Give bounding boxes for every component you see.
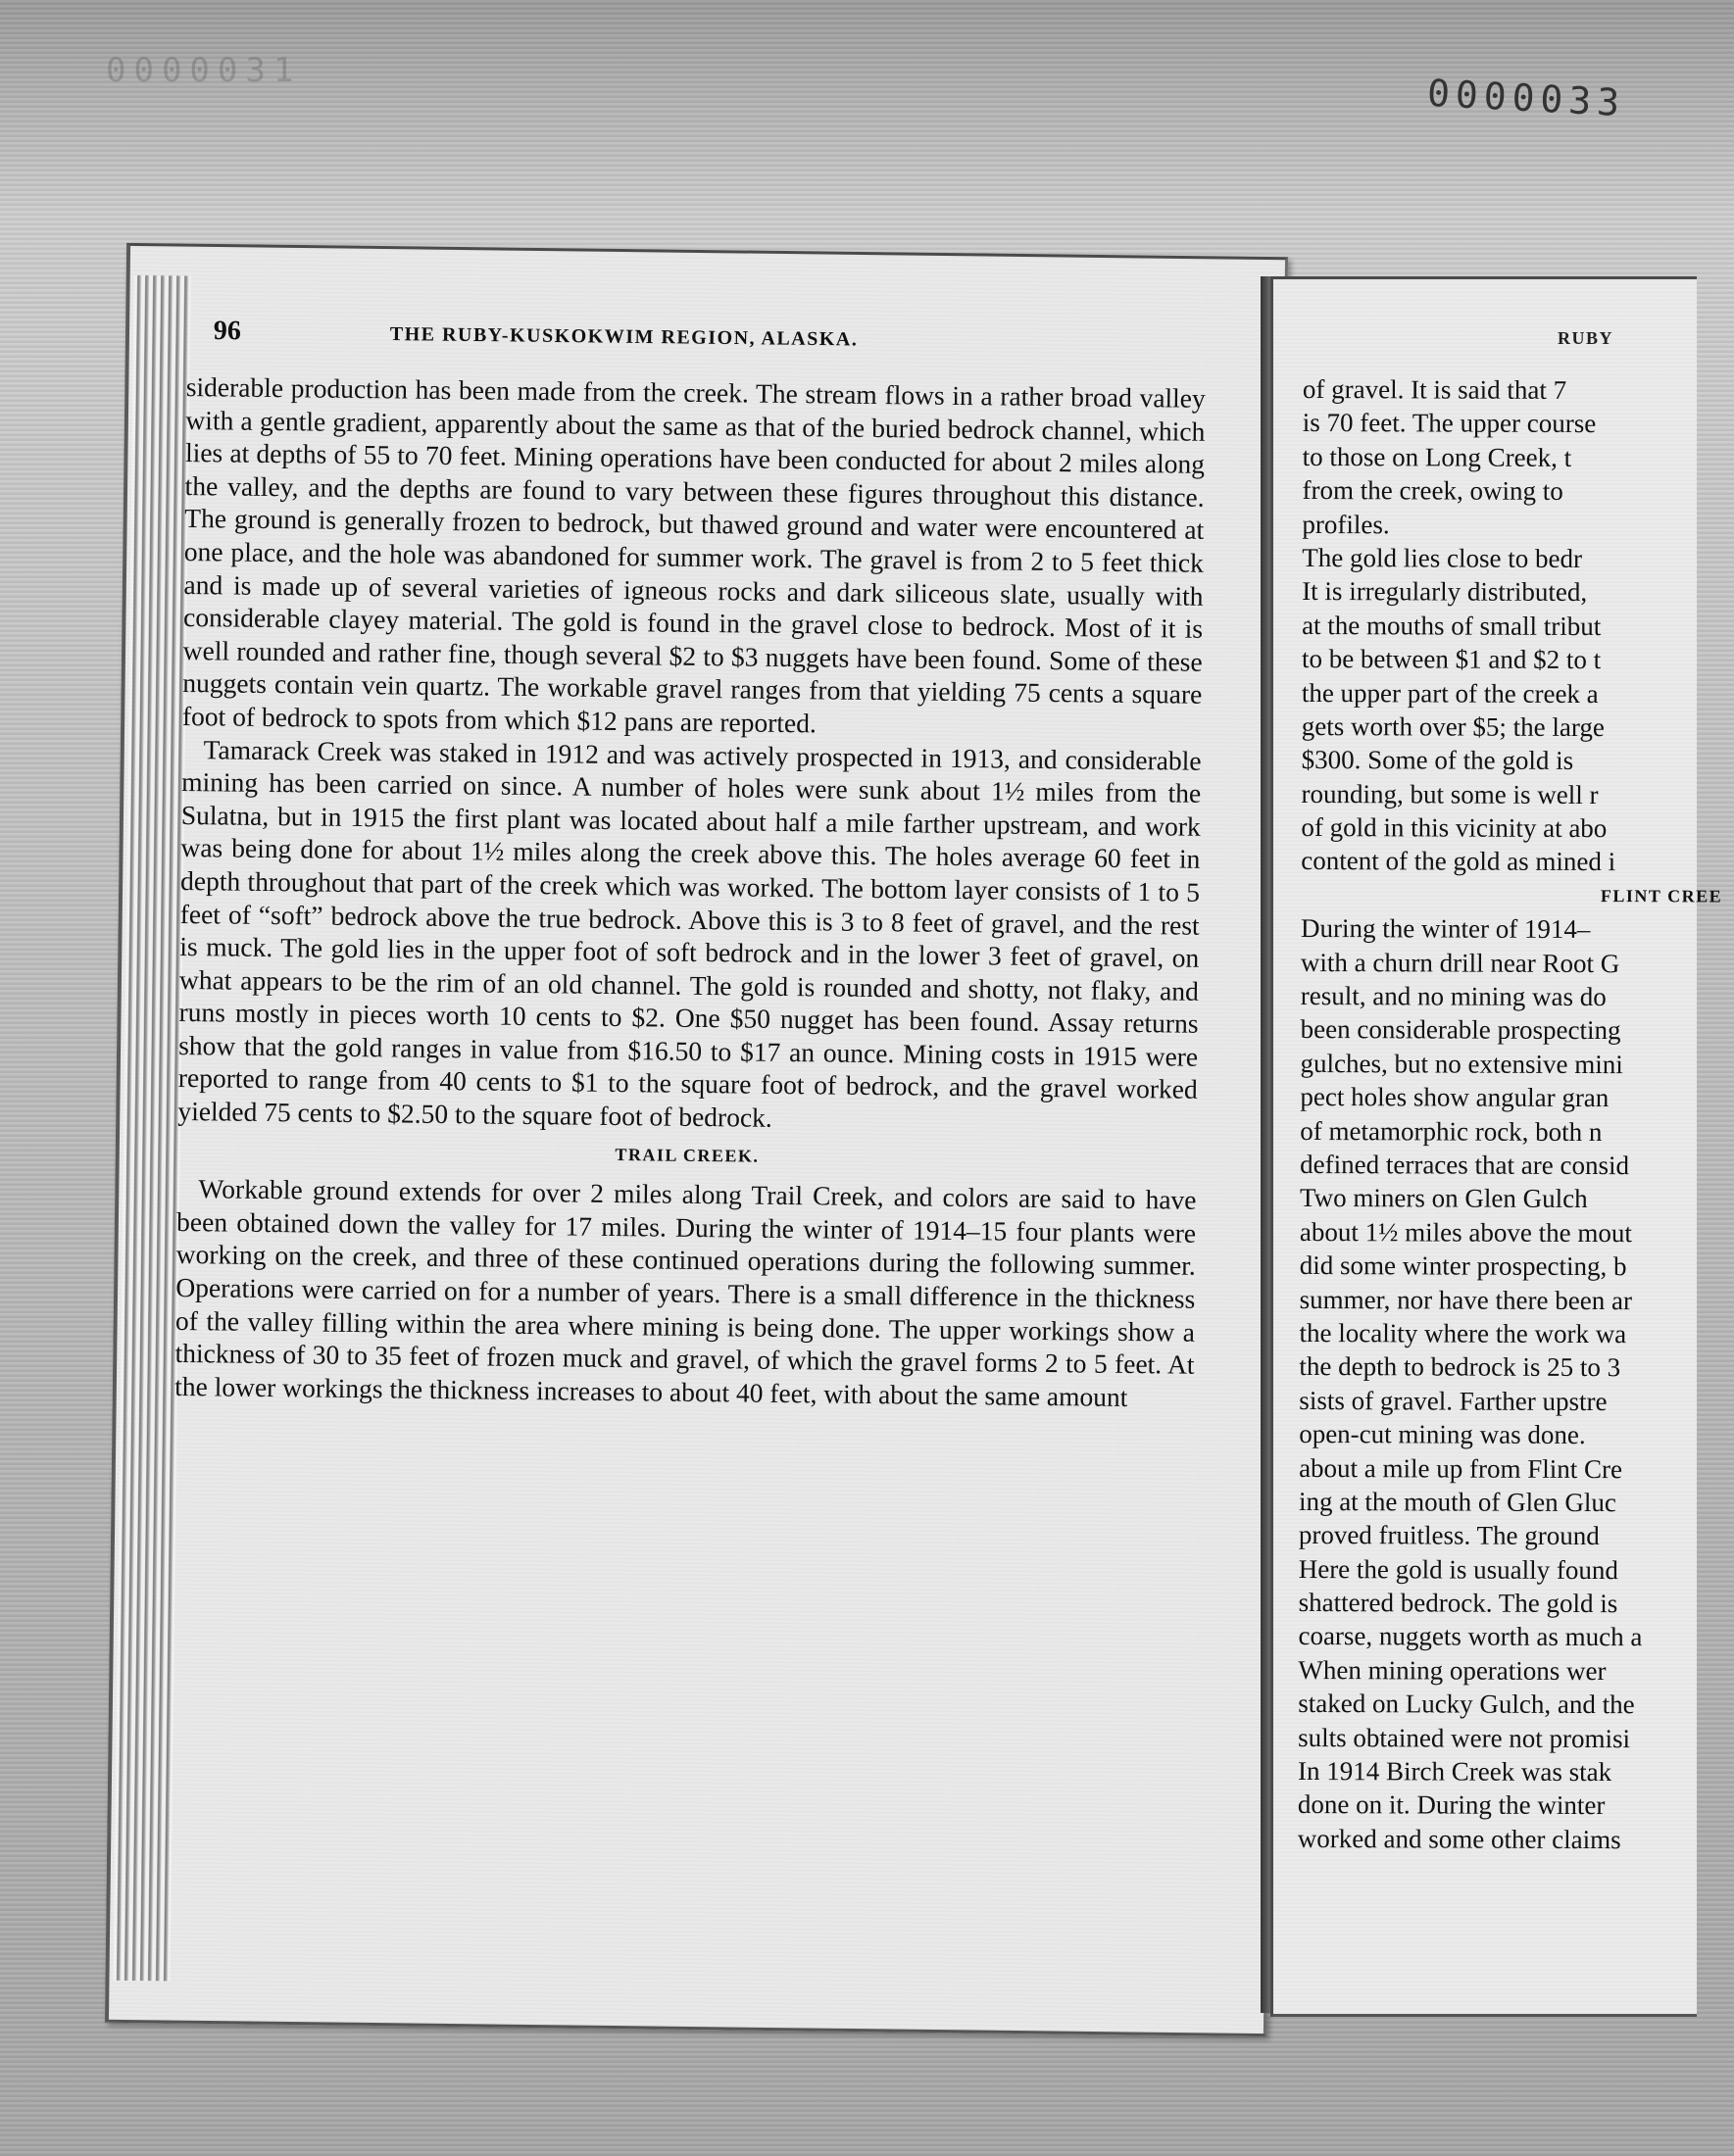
right-page-line: proved fruitless. The ground: [1298, 1520, 1600, 1551]
right-page-line: shattered bedrock. The gold is: [1298, 1588, 1618, 1619]
ghost-stamp: 0000031: [106, 51, 302, 90]
right-page-line: is 70 feet. The upper course: [1302, 408, 1597, 439]
right-page-line: of metamorphic rock, both n: [1300, 1115, 1603, 1147]
right-page-line: rounding, but some is well r: [1301, 778, 1599, 809]
left-page-body: [174, 370, 1206, 1414]
right-page-line: the depth to bedrock is 25 to 3: [1299, 1351, 1621, 1383]
right-page-line: profiles.: [1302, 509, 1390, 539]
section-heading-flint-creek: FLINT CREE: [1600, 885, 1723, 906]
right-page-line: result, and no mining was do: [1300, 981, 1607, 1012]
section-heading-trail-creek: TRAIL CREEK.: [615, 1144, 760, 1166]
right-lines-part-b: [1298, 911, 1732, 1856]
right-page-line: gulches, but no extensive mini: [1300, 1048, 1623, 1079]
right-page-line: with a churn drill near Root G: [1300, 947, 1620, 978]
right-page-line: open-cut mining was done.: [1299, 1419, 1586, 1450]
right-page-line: gets worth over $5; the large: [1301, 710, 1605, 742]
right-page-line: did some winter prospecting, b: [1299, 1250, 1627, 1282]
right-page-line: to be between $1 and $2 to t: [1301, 644, 1602, 675]
right-lines-part-a: [1301, 372, 1734, 879]
right-page-line: of gravel. It is said that 7: [1302, 374, 1567, 405]
right-page-line: summer, nor have there been ar: [1299, 1284, 1633, 1315]
right-page-line: Here the gold is usually found: [1298, 1553, 1618, 1585]
right-page-line: the upper part of the creek a: [1301, 677, 1599, 709]
right-page-line: coarse, nuggets worth as much a: [1298, 1621, 1643, 1652]
right-page-line: staked on Lucky Gulch, and the: [1298, 1689, 1635, 1720]
right-page-line: Two miners on Glen Gulch: [1300, 1183, 1588, 1214]
paragraph-continued: siderable production has been made from the creek. The stream flows in a rather broad valley with a gentle gradient, apparently about the same as that of the buried bedrock channel, which lies at depths of 55 to 70 feet. Mining operations have been conducted for about 2 miles along the valley, and the depths are found to vary between these figures throughout this distance. The ground is generally frozen to bedrock, but thawed ground and water were encountered at one place, and the hole was abandoned for summer work. The gravel is from 2 to 5 feet thick and is made up of several varieties of igneous rocks and dark siliceous slate, usually with considerable clayey material. The gold is found in the gravel close to bedrock. Most of it is well rounded and rather fine, though several $2 to $3 nuggets have been found. Some of these nuggets contain vein quartz. The workable gravel ranges from that yielding 75 cents a square foot of bedrock to spots from which $12 pans are reported.: [181, 370, 1206, 739]
right-page-line: When mining operations wer: [1298, 1654, 1607, 1686]
right-page-line: from the creek, owing to: [1302, 475, 1563, 507]
right-page-line: content of the gold as mined i: [1301, 846, 1616, 877]
right-page-line: defined terraces that are consid: [1300, 1149, 1630, 1181]
paragraph-tamarack-creek: Tamarack Creek was staked in 1912 and was actively prospected in 1913, and considerable mining has been carried on since. A number of holes were sunk about 1½ miles from the Sulatna, but in 1915 the first plant was located about half a mile farther upstream, and work was being done for about 1½ miles along the creek above this. The holes average 60 feet in depth throughout that part of the creek which was worked. The bottom layer consists of 1 to 5 feet of “soft” bedrock above the true bedrock. Above this is 3 to 8 feet of gravel, and the rest is muck. The gold lies in the upper foot of soft bedrock and in the lower 3 feet of gravel, on what appears to be the rim of an old channel. The gold is rounded and shotty, not flaky, and runs mostly in pieces worth 10 cents to $2. One $50 nugget has been found. Assay returns show that the gold ranges in value from $16.50 to $17 an ounce. Mining costs in 1915 were reported to range from 40 cents to $1 to the square foot of bedrock, and the gravel worked yielded 75 cents to $2.50 to the square foot of bedrock.: [177, 733, 1202, 1133]
right-page: [1270, 276, 1723, 2017]
running-head: THE RUBY-KUSKOKWIM REGION, ALASKA.: [389, 323, 859, 351]
right-page-line: In 1914 Birch Creek was stak: [1297, 1756, 1612, 1788]
right-page-line: sists of gravel. Farther upstre: [1299, 1385, 1608, 1416]
right-page-line: to those on Long Creek, t: [1302, 441, 1572, 472]
page-number: 96: [213, 316, 241, 347]
right-page-line: about a mile up from Flint Cre: [1299, 1452, 1623, 1484]
right-page-line: It is irregularly distributed,: [1302, 576, 1588, 608]
right-page-line: During the winter of 1914–: [1300, 913, 1591, 945]
right-page-body: [1298, 372, 1734, 1857]
right-page-line: about 1½ miles above the mout: [1299, 1216, 1632, 1248]
right-page-line: sults obtained were not promisi: [1298, 1722, 1631, 1753]
right-page-line: worked and some other claims: [1297, 1823, 1621, 1854]
right-page-line: done on it. During the winter: [1297, 1789, 1606, 1821]
right-page-line: been considerable prospecting: [1300, 1014, 1621, 1046]
paragraph-trail-creek: Workable ground extends for over 2 miles along Trail Creek, and colors are said to have been obtained down the valley for 17 miles. During the winter of 1914–15 four plants were working on the creek, and three of these continued operations during the following summer. Operations were carried on for a number of years. There is a small difference in the thickness of the valley filling within the area where mining is being done. The upper workings show a thickness of 30 to 35 feet of frozen muck and gravel, of which the gravel forms 2 to 5 feet. At the lower workings the thickness increases to about 40 feet, with about the same amount: [174, 1173, 1197, 1412]
right-running-head: RUBY: [1558, 328, 1614, 348]
right-page-line: at the mouths of small tribut: [1302, 610, 1602, 641]
right-page-line: pect holes show angular gran: [1300, 1082, 1610, 1113]
right-page-line: ing at the mouth of Glen Gluc: [1298, 1486, 1616, 1518]
right-page-line: of gold in this vicinity at abo: [1301, 812, 1608, 844]
right-page-line: the locality where the work wa: [1299, 1317, 1627, 1349]
document-number-stamp: 0000033: [1425, 71, 1627, 125]
right-page-line: The gold lies close to bedr: [1302, 542, 1583, 573]
right-page-line: $300. Some of the gold is: [1301, 745, 1574, 776]
